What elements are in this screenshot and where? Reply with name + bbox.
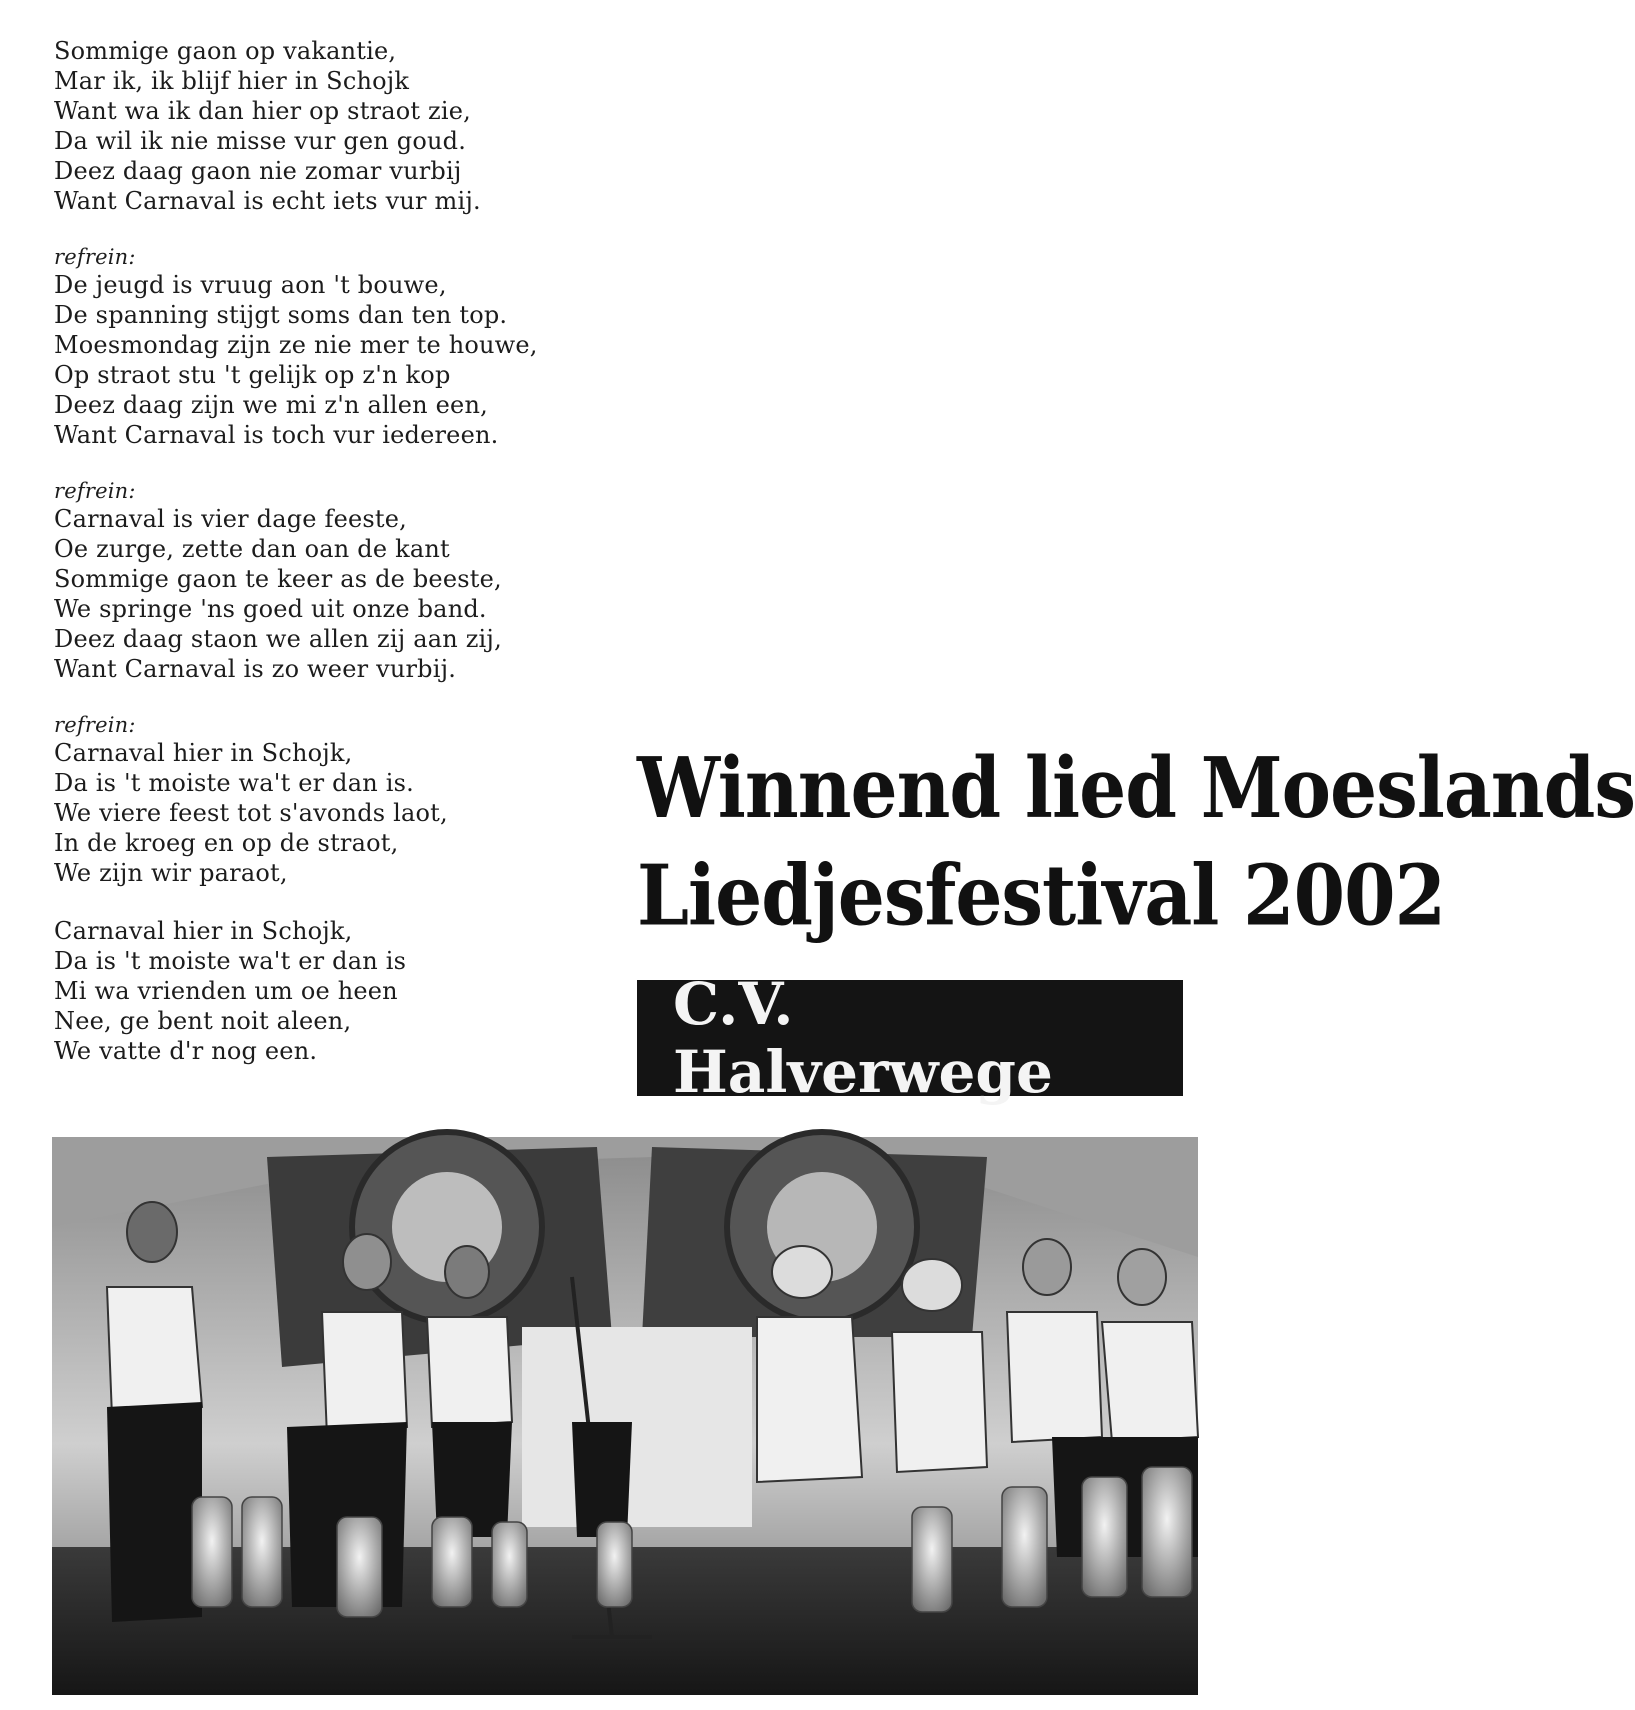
lyric-line: Da wil ik nie misse vur gen goud.: [54, 127, 467, 155]
club-name-banner: [637, 970, 1183, 1106]
lyric-line: Deez daag staon we allen zij aan zij,: [54, 625, 502, 653]
lyric-line: We zijn wir paraot,: [54, 859, 288, 887]
refrain-label: refrein:: [54, 479, 136, 503]
headline-line-2: Liedjesfestival 2002: [637, 848, 1446, 945]
lyric-line: Mar ik, ik blijf hier in Schojk: [54, 67, 410, 95]
lyric-line: Carnaval hier in Schojk,: [54, 917, 353, 945]
lyric-line: De spanning stijgt soms dan ten top.: [54, 301, 508, 329]
stanza-2: [54, 244, 654, 450]
lyric-line: Want wa ik dan hier op straot zie,: [54, 97, 472, 125]
lyric-line: Carnaval hier in Schojk,: [54, 739, 353, 767]
stage-photo: [52, 1137, 1198, 1695]
lyric-line: Sommige gaon op vakantie,: [54, 37, 397, 65]
lyric-line: Da is 't moiste wa't er dan is.: [54, 769, 414, 797]
lyric-line: Sommige gaon te keer as de beeste,: [54, 565, 502, 593]
refrain-label: refrein:: [54, 713, 136, 737]
lyric-line: Mi wa vrienden um oe heen: [54, 977, 398, 1005]
lyric-line: We springe 'ns goed uit onze band.: [54, 595, 487, 623]
lyric-line: Deez daag gaon nie zomar vurbij: [54, 157, 462, 185]
lyric-line: Da is 't moiste wa't er dan is: [54, 947, 407, 975]
lyric-line: Deez daag zijn we mi z'n allen een,: [54, 391, 488, 419]
lyric-line: We viere feest tot s'avonds laot,: [54, 799, 448, 827]
stanza-3: [54, 478, 654, 684]
lyrics-column: [54, 36, 654, 1094]
stanza-5: [54, 916, 654, 1066]
lyric-line: In de kroeg en op de straot,: [54, 829, 399, 857]
headline: [637, 735, 1635, 950]
lyric-line: Nee, ge bent noit aleen,: [54, 1007, 352, 1035]
stanza-4: [54, 712, 654, 888]
stanza-1: [54, 36, 654, 216]
refrain-label: refrein:: [54, 245, 136, 269]
lyric-line: Want Carnaval is zo weer vurbij.: [54, 655, 457, 683]
headline-line-1: Winnend lied Moeslands: [637, 740, 1635, 837]
club-name: C.V. Halverwege: [673, 970, 1053, 1106]
lyric-line: Want Carnaval is echt iets vur mij.: [54, 187, 481, 215]
lyric-line: Oe zurge, zette dan oan de kant: [54, 535, 450, 563]
lyric-line: Carnaval is vier dage feeste,: [54, 505, 407, 533]
stage-photo-image: [52, 1137, 1198, 1695]
lyric-line: Moesmondag zijn ze nie mer te houwe,: [54, 331, 538, 359]
lyric-line: We vatte d'r nog een.: [54, 1037, 318, 1065]
lyric-line: Op straot stu 't gelijk op z'n kop: [54, 361, 451, 389]
lyric-line: Want Carnaval is toch vur iedereen.: [54, 421, 499, 449]
lyric-line: De jeugd is vruug aon 't bouwe,: [54, 271, 447, 299]
